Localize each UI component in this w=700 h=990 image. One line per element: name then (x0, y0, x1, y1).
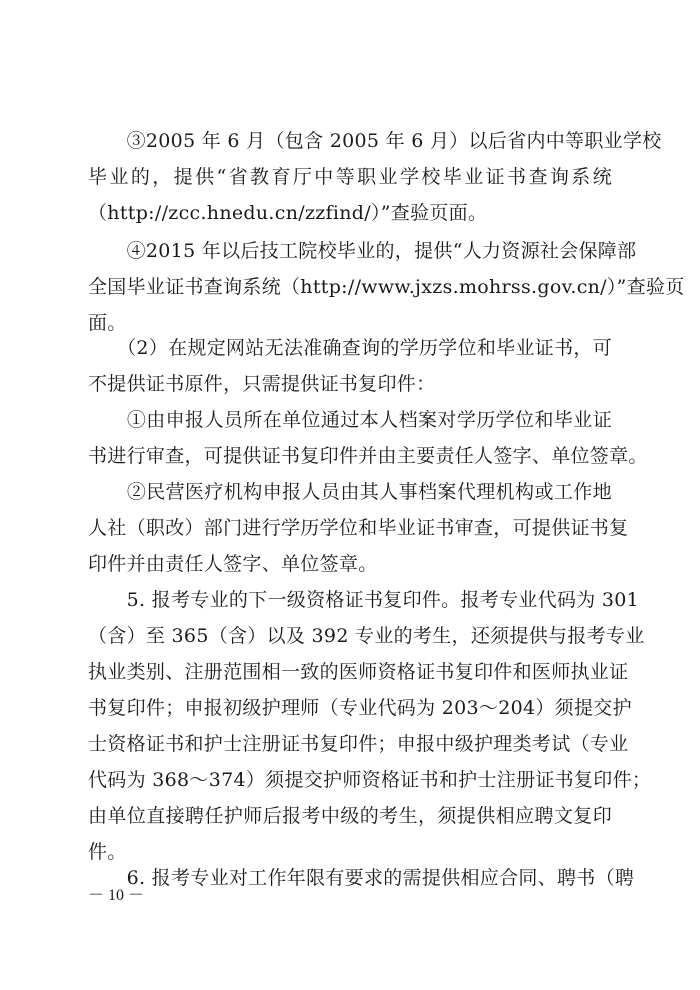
item-1-line-1: ①由申报人员所在单位通过本人档案对学历学位和毕业证 (88, 409, 612, 431)
page-number: － 10 － (88, 887, 145, 904)
section-5-line-5: 士资格证书和护士注册证书复印件；申报中级护理类考试（专业 (88, 733, 629, 755)
paragraph-2-heading-line-2: 不提供证书原件，只需提供证书复印件： (88, 373, 436, 395)
section-5-line-3: 执业类别、注册范围相一致的医师资格证书复印件和医师执业证 (88, 661, 629, 683)
paragraph-4-line-2: 全国毕业证书查询系统（http://www.jxzs.mohrss.gov.cn/）”查验页 (88, 276, 685, 298)
section-5-line-6: 代码为 368～374）须提交护师资格证书和护士注册证书复印件； (88, 769, 652, 791)
paragraph-2-heading-line-1: （2）在规定网站无法准确查询的学历学位和毕业证书，可 (88, 337, 612, 359)
paragraph-4-line-1: ④2015 年以后技工院校毕业的，提供“人力资源社会保障部 (88, 240, 637, 262)
paragraph-3-line-3: （http://zcc.hnedu.cn/zzfind/）”查验页面。 (88, 202, 488, 224)
section-6-line-1: 6. 报考专业对工作年限有要求的需提供相应合同、聘书（聘 (88, 867, 635, 889)
section-5-line-8: 件。 (88, 841, 127, 863)
paragraph-3-line-1: ③2005 年 6 月（包含 2005 年 6 月）以后省内中等职业学校 (88, 130, 662, 152)
paragraph-3-line-2: 毕业的，提供“省教育厅中等职业学校毕业证书查询系统 (88, 166, 612, 188)
section-5-line-1: 5. 报考专业的下一级资格证书复印件。报考专业代码为 301 (88, 589, 640, 611)
section-5-line-2: （含）至 365（含）以及 392 专业的考生，还须提供与报考专业 (88, 625, 645, 647)
item-2-line-3: 印件并由责任人签字、单位签章。 (88, 553, 378, 575)
item-1-line-2: 书进行审查，可提供证书复印件并由主要责任人签字、单位签章。 (88, 445, 648, 467)
paragraph-4-line-3: 面。 (88, 312, 127, 334)
item-2-line-1: ②民营医疗机构申报人员由其人事档案代理机构或工作地 (88, 481, 612, 503)
section-5-line-7: 由单位直接聘任护师后报考中级的考生，须提供相应聘文复印 (88, 805, 612, 827)
section-5-line-4: 书复印件；申报初级护理师（专业代码为 203～204）须提交护 (88, 697, 632, 719)
item-2-line-2: 人社（职改）部门进行学历学位和毕业证书审查，可提供证书复 (88, 517, 629, 539)
